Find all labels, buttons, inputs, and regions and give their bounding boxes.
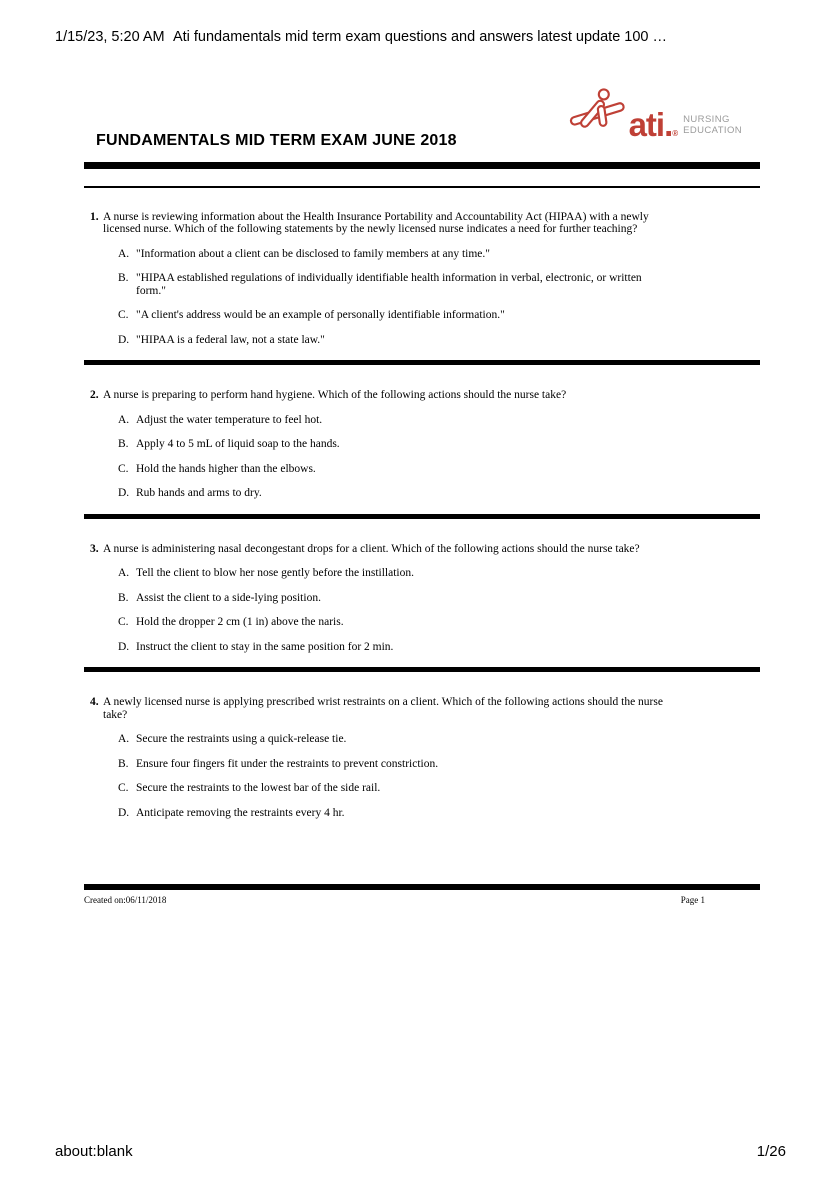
- option-row: [118, 641, 663, 654]
- option-row: [118, 592, 663, 605]
- option-letter: B.: [118, 591, 129, 604]
- option-letter: C.: [118, 616, 129, 628]
- option-letter: A.: [118, 413, 130, 426]
- option-text: "Information about a client can be disclosed to family members at any time.": [136, 247, 490, 260]
- option-text: Hold the hands higher than the elbows.: [136, 462, 316, 475]
- option-row: [118, 807, 663, 820]
- question-block-4: [90, 696, 760, 819]
- question-block-2: [90, 389, 760, 500]
- option-text: Assist the client to a side-lying position.: [136, 591, 321, 604]
- option-text: Apply 4 to 5 mL of liquid soap to the hands.: [136, 438, 340, 450]
- question-text: A newly licensed nurse is applying prescribed wrist restraints on a client. Which of the following actions should the nurse take?: [103, 696, 663, 721]
- print-footer: [55, 1143, 786, 1160]
- option-row: [118, 616, 663, 629]
- ati-logo: [569, 86, 742, 143]
- option-text: "HIPAA established regulations of individually identifiable health information in verbal, electronic, or written form.": [136, 272, 642, 297]
- option-row: [118, 487, 663, 500]
- question-number: 2.: [90, 389, 99, 401]
- footer-bar: [84, 884, 760, 890]
- option-text: Anticipate removing the restraints every 4 hr.: [136, 806, 345, 819]
- options-list: [118, 733, 681, 819]
- print-doc-title: Ati fundamentals mid term exam questions and answers latest update 100 …: [172, 29, 668, 45]
- print-header: [0, 29, 840, 45]
- question-block-3: [90, 543, 760, 654]
- page-number-text: Page 1: [680, 895, 705, 905]
- question-separator: [84, 360, 760, 365]
- option-text: Secure the restraints to the lowest bar of the side rail.: [136, 782, 381, 794]
- option-letter: D.: [118, 333, 130, 346]
- question-separator: [84, 514, 760, 519]
- option-letter: D.: [118, 487, 130, 499]
- question-text: A nurse is administering nasal decongestant drops for a client. Which of the following actions should the nurse take?: [103, 542, 640, 555]
- question-text: A nurse is reviewing information about the Health Insurance Portability and Accountability Act (HIPAA) with a newly licensed nurse. Which of the following statements by the newly licensed nurse indicates a need for further teaching?: [103, 210, 649, 235]
- option-row: [118, 463, 663, 476]
- registered-mark: ®: [672, 128, 678, 138]
- option-letter: C.: [118, 309, 129, 321]
- options-list: [118, 248, 681, 347]
- option-letter: A.: [118, 247, 130, 260]
- option-letter: B.: [118, 438, 129, 450]
- option-text: Tell the client to blow her nose gently before the instillation.: [136, 567, 414, 579]
- option-row: [118, 567, 663, 580]
- ati-brand-text: ati.®: [628, 105, 678, 143]
- option-text: Secure the restraints using a quick-release tie.: [136, 733, 347, 745]
- option-text: Adjust the water temperature to feel hot.: [136, 413, 323, 426]
- option-row: [118, 272, 663, 297]
- question-text: A nurse is preparing to perform hand hygiene. Which of the following actions should the nurse take?: [103, 389, 567, 401]
- option-letter: D.: [118, 806, 130, 819]
- option-row: [118, 438, 663, 451]
- option-row: [118, 334, 663, 347]
- option-row: [118, 309, 663, 322]
- option-row: [118, 248, 663, 261]
- question-block-1: [90, 211, 760, 347]
- document-content: [84, 86, 760, 906]
- option-text: "HIPAA is a federal law, not a state law.": [136, 333, 325, 346]
- question-number: 1.: [90, 210, 99, 223]
- option-row: [118, 758, 663, 771]
- option-letter: A.: [118, 567, 130, 579]
- page-indicator: 1/26: [756, 1143, 786, 1160]
- question-separator: [84, 667, 760, 672]
- ati-tagline-nursing: NURSING: [683, 114, 730, 126]
- option-letter: A.: [118, 733, 130, 745]
- url-text: about:blank: [55, 1143, 133, 1160]
- print-datetime: 1/15/23, 5:20 AM: [55, 29, 165, 45]
- ati-tagline-education: EDUCATION: [683, 125, 742, 137]
- option-letter: B.: [118, 757, 129, 770]
- question-number: 4.: [90, 696, 99, 708]
- option-text: "A client's address would be an example of personally identifiable information.": [136, 309, 505, 321]
- option-letter: C.: [118, 462, 129, 475]
- option-text: Instruct the client to stay in the same position for 2 min.: [136, 640, 394, 653]
- ati-tagline: [683, 115, 742, 137]
- option-letter: C.: [118, 782, 129, 794]
- option-row: [118, 414, 663, 427]
- doc-footer: [84, 895, 760, 906]
- options-list: [118, 567, 681, 653]
- ati-figure-icon: [569, 86, 627, 136]
- option-text: Hold the dropper 2 cm (1 in) above the naris.: [136, 616, 344, 628]
- option-row: [118, 733, 663, 746]
- created-on-text: Created on:06/11/2018: [84, 895, 167, 905]
- option-text: Ensure four fingers fit under the restraints to prevent constriction.: [136, 757, 439, 770]
- option-letter: D.: [118, 640, 130, 653]
- option-letter: B.: [118, 272, 129, 284]
- title-bar-thick: [84, 162, 760, 169]
- exam-title: FUNDAMENTALS MID TERM EXAM JUNE 2018: [96, 132, 457, 149]
- option-row: [118, 782, 663, 795]
- options-list: [118, 414, 681, 500]
- title-rule-thin: [84, 186, 760, 188]
- question-list: [84, 211, 760, 820]
- question-number: 3.: [90, 542, 99, 555]
- option-text: Rub hands and arms to dry.: [136, 487, 262, 499]
